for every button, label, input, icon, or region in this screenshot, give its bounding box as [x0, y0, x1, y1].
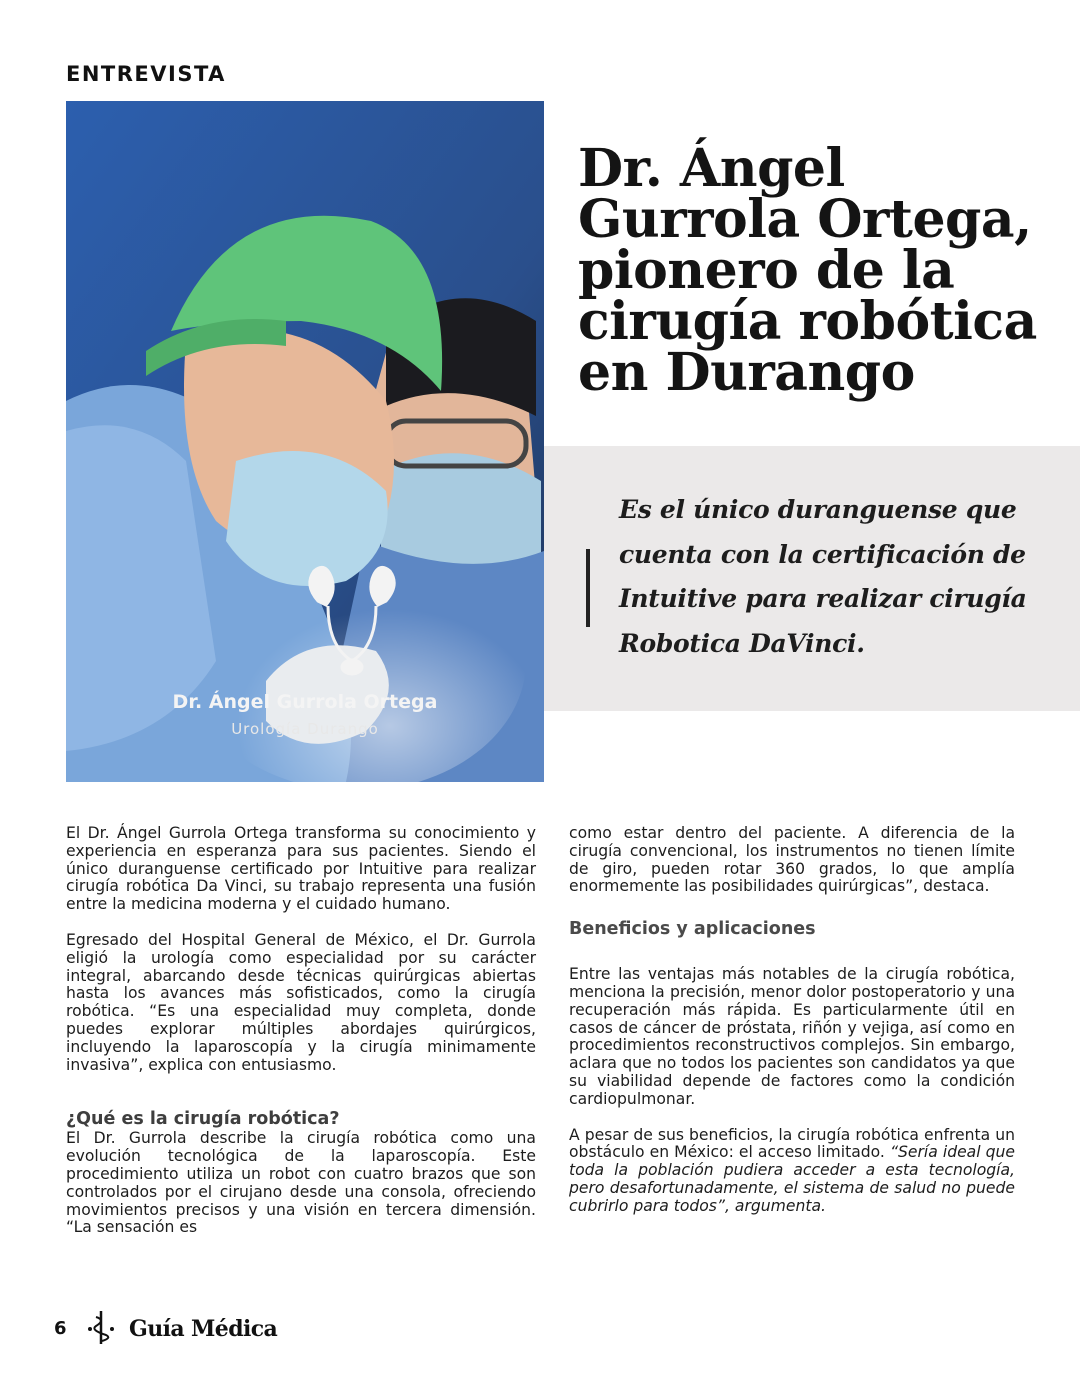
paragraph: Entre las ventajas más notables de la cirugía robótica, menciona la precisión, menor dolor postoperatorio y una recuperación más rápida. Es particularmente útil en casos de cáncer de próstata, riñón y vejiga, así como en procedimientos reconstructivos complejos. Sin embargo, aclara que no todos los pacientes son candidatos ya que su viabilidad depende de factores como la condición cardiopulmonar.: [569, 965, 1015, 1108]
surgery-illustration: [66, 101, 544, 782]
publication-brand: Guía Médica: [129, 1316, 278, 1342]
paragraph-text: A pesar de sus beneficios, la cirugía robótica enfrenta un obstáculo en México: el acceso limitado.: [569, 1125, 1015, 1162]
surgeon-photo: [66, 101, 544, 782]
pull-quote-bar: [586, 549, 590, 627]
article-headline: Dr. Ángel Gurrola Ortega, pionero de la cirugía robótica en Durango: [578, 138, 1037, 403]
article-column-right: [569, 825, 1015, 1216]
page-number: 6: [54, 1318, 67, 1339]
quoted-text: “Sería ideal que toda la población pudiera acceder a esta tecnología, pero desafortunadamente, el sistema de salud no puede cubrirlo para todos”, argumenta.: [569, 1143, 1016, 1215]
paragraph: [569, 1127, 1015, 1216]
subheading: ¿Qué es la cirugía robótica?: [66, 1109, 340, 1130]
subheading: Beneficios y aplicaciones: [569, 919, 816, 940]
caduceus-icon: [86, 1308, 116, 1346]
section-label: ENTREVISTA: [66, 62, 226, 86]
paragraph: El Dr. Ángel Gurrola Ortega transforma su conocimiento y experiencia en esperanza para sus pacientes. Siendo el único duranguense certificado por Intuitive para realizar cirugía robótica Da Vinci, su trabajo representa una fusión entre la medicina moderna y el cuidado humano.: [66, 824, 536, 914]
photo-caption-name: Dr. Ángel Gurrola Ortega: [172, 691, 438, 713]
paragraph: Egresado del Hospital General de México, el Dr. Gurrola eligió la urología como especialidad por su carácter integral, abarcando desde técnicas quirúrgicas abiertas hasta los avances más sofisticados, como la cirugía robótica. “Es una especialidad muy completa, donde puedes explorar múltiples abordajes quirúrgicos, incluyendo la laparoscopía y la cirugía minimamente invasiva”, explica con entusiasmo.: [66, 930, 536, 1074]
pull-quote: Es el único duranguense que cuenta con la certificación de Intuitive para realizar cirugía Robotica DaVinci.: [619, 495, 1027, 658]
paragraph: como estar dentro del paciente. A diferencia de la cirugía convencional, los instrumentos no tienen límite de giro, pueden rotar 360 grados, lo que amplía enormemente las posibilidades quirúrgicas”, destaca.: [569, 824, 1015, 896]
paragraph: El Dr. Gurrola describe la cirugía robótica como una evolución tecnológica de la laparoscopía. Este procedimiento utiliza un robot con cuatro brazos que son controlados por el cirujano desde una consola, ofreciendo movimientos precisos y una visión en tercera dimensión. “La sensación es: [66, 1129, 536, 1237]
photo-caption-specialty: Urología Durango: [231, 720, 379, 738]
article-column-left: [66, 825, 536, 1237]
